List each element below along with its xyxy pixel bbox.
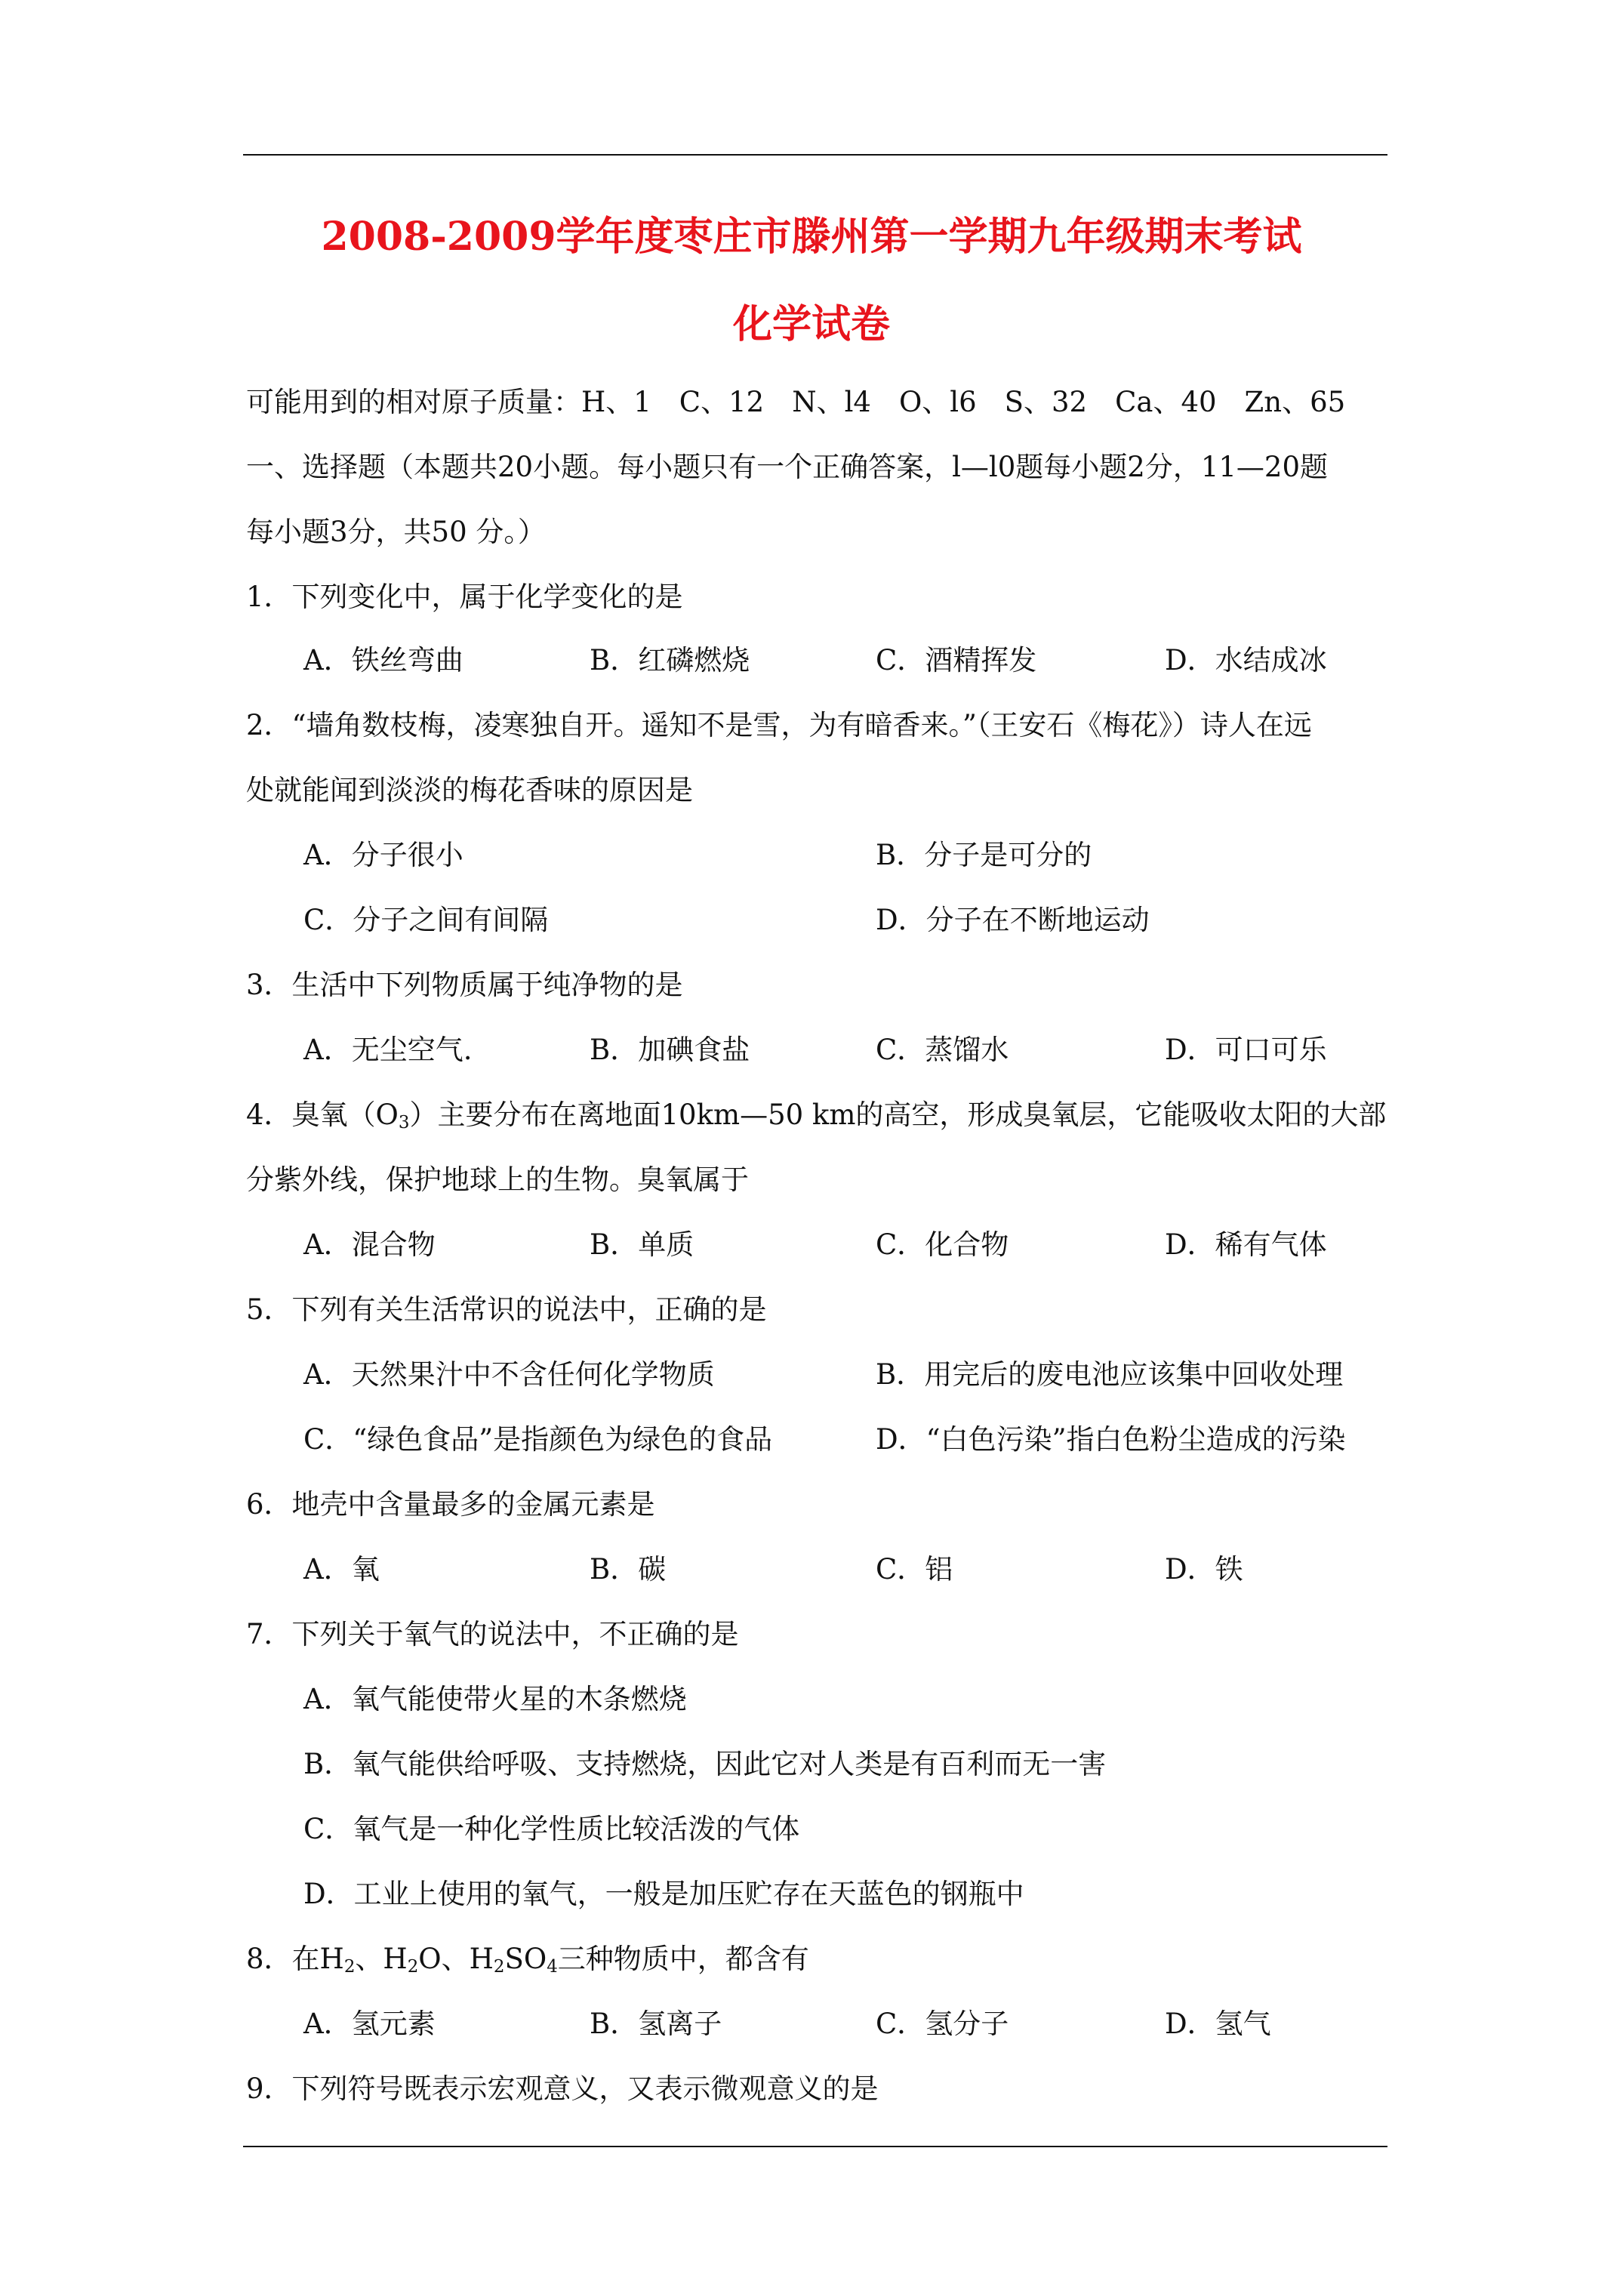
question-stem-part: 三种物质中，都含有 (557, 1943, 809, 1975)
question-stem: “墙角数枝梅，凌寒独自开。遥知不是雪，为有暗香来。”（王安石《梅花》）诗人在远 (291, 709, 1312, 741)
question-number: 2． (246, 709, 292, 741)
q7-option-b: B．氧气能供给呼吸、支持燃烧，因此它对人类是有百利而无一害 (303, 1748, 1107, 1780)
q8-option-c: C．氢分子 (876, 2008, 1009, 2040)
question-number: 3． (246, 969, 292, 1001)
q8-option-b: B．氢离子 (590, 2008, 722, 2040)
subscript: 3 (398, 1113, 410, 1133)
question-2 (246, 708, 1394, 743)
question-4-cont: 分紫外线，保护地球上的生物。臭氧属于 (246, 1163, 749, 1196)
q1-option-d: D．水结成冰 (1165, 644, 1327, 676)
question-stem-part: 、H (355, 1943, 408, 1975)
question-number: 8． (246, 1943, 292, 1975)
question-number: 7． (246, 1618, 292, 1650)
question-6 (246, 1487, 1394, 1522)
q2-option-c: C．分子之间有间隔 (303, 904, 549, 936)
q1-option-b: B．红磷燃烧 (590, 644, 750, 676)
question-stem: 下列变化中，属于化学变化的是 (291, 581, 683, 613)
q3-option-c: C．蒸馏水 (876, 1034, 1009, 1066)
q4-option-a: A．混合物 (303, 1228, 436, 1261)
q1-option-c: C．酒精挥发 (876, 644, 1037, 676)
q4-option-c: C．化合物 (876, 1228, 1009, 1261)
question-stem: 臭氧（O (291, 1099, 399, 1131)
question-number: 1． (246, 581, 292, 613)
q5-option-b: B．用完后的废电池应该集中回收处理 (876, 1358, 1344, 1391)
q5-option-c: C．“绿色食品”是指颜色为绿色的食品 (303, 1423, 773, 1456)
q3-option-d: D．可口可乐 (1165, 1034, 1327, 1066)
q7-option-c: C．氧气是一种化学性质比较活泼的气体 (303, 1813, 800, 1845)
footer-rule (243, 2146, 1387, 2147)
q3-option-a: A．无尘空气. (303, 1034, 473, 1066)
atomic-masses: 可能用到的相对原子质量：H、1 C、12 N、l4 O、l6 S、32 Ca、40 Zn、65 (246, 386, 1346, 418)
q6-option-a: A．氧 (303, 1553, 380, 1586)
question-8 (246, 1942, 1394, 1977)
q8-option-a: A．氢元素 (303, 2008, 436, 2040)
q4-option-b: B．单质 (590, 1228, 694, 1261)
question-stem: 下列有关生活常识的说法中，正确的是 (291, 1293, 767, 1326)
question-2-cont: 处就能闻到淡淡的梅花香味的原因是 (246, 774, 693, 806)
q5-option-a: A．天然果汁中不含任何化学物质 (303, 1358, 715, 1391)
q6-option-d: D．铁 (1165, 1553, 1243, 1586)
header-rule (243, 154, 1387, 156)
subscript: 4 (547, 1957, 558, 1977)
question-1 (246, 580, 1394, 615)
question-9 (246, 2072, 1394, 2106)
question-stem: 生活中下列物质属于纯净物的是 (291, 969, 683, 1001)
q6-option-b: B．碳 (590, 1553, 667, 1586)
subscript: 2 (343, 1957, 356, 1977)
question-stem-part: SO (504, 1943, 547, 1975)
q7-option-d: D．工业上使用的氧气，一般是加压贮存在天蓝色的钢瓶中 (303, 1878, 1024, 1910)
question-number: 4． (246, 1099, 292, 1131)
q7-option-a: A．氧气能使带火星的木条燃烧 (303, 1683, 687, 1715)
question-number: 6． (246, 1488, 292, 1521)
question-stem: 下列符号既表示宏观意义，又表示微观意义的是 (291, 2073, 879, 2105)
question-stem: 在H (291, 1943, 344, 1975)
subscript: 2 (493, 1957, 505, 1977)
question-5 (246, 1293, 1394, 1327)
q5-option-d: D．“白色污染”指白色粉尘造成的污染 (876, 1423, 1346, 1456)
question-4 (246, 1098, 1394, 1133)
question-7 (246, 1617, 1394, 1652)
exam-title: 2008-2009学年度枣庄市滕州第一学期九年级期末考试 (321, 214, 1302, 260)
subscript: 2 (407, 1957, 419, 1977)
section-heading: 一、选择题（本题共20小题。每小题只有一个正确答案，l—l0题每小题2分，11—20题 (246, 451, 1328, 483)
question-number: 5． (246, 1293, 292, 1326)
q2-option-d: D．分子在不断地运动 (876, 904, 1150, 936)
exam-subtitle: 化学试卷 (732, 301, 890, 347)
question-3 (246, 968, 1394, 1003)
question-number: 9． (246, 2073, 292, 2105)
question-stem: 下列关于氧气的说法中，不正确的是 (291, 1618, 739, 1650)
q6-option-c: C．铝 (876, 1553, 953, 1586)
q1-option-a: A．铁丝弯曲 (303, 644, 463, 676)
section-heading-cont: 每小题3分，共50 分。） (246, 516, 546, 548)
question-stem-part: O、H (418, 1943, 494, 1975)
q3-option-b: B．加碘食盐 (590, 1034, 750, 1066)
q8-option-d: D．氢气 (1165, 2008, 1271, 2040)
q2-option-b: B．分子是可分的 (876, 839, 1092, 871)
question-stem: 地壳中含量最多的金属元素是 (291, 1488, 655, 1521)
question-stem-rest: ）主要分布在离地面10km—50 km的高空，形成臭氧层，它能吸收太阳的大部 (409, 1099, 1387, 1131)
q4-option-d: D．稀有气体 (1165, 1228, 1327, 1261)
q2-option-a: A．分子很小 (303, 839, 463, 871)
